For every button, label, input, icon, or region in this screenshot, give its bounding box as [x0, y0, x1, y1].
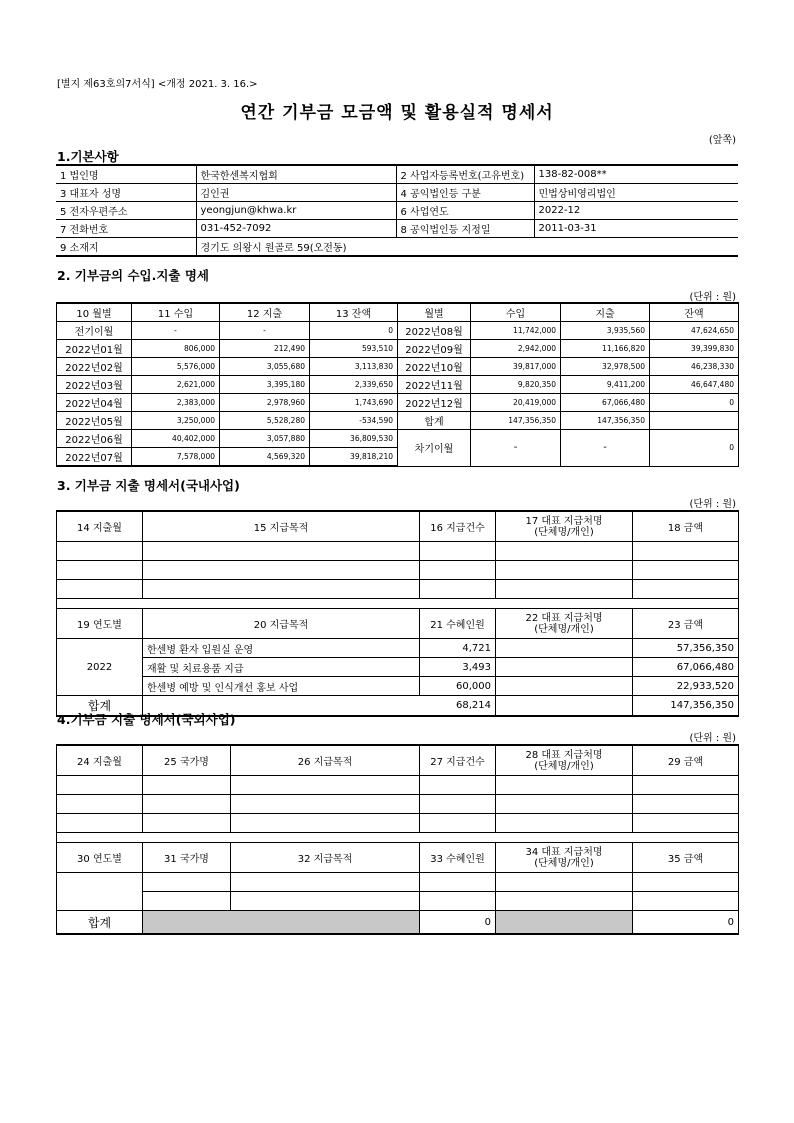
amount: 3,055,680 — [220, 358, 310, 376]
amount: 47,624,650 — [650, 322, 739, 340]
overseas-table — [56, 744, 739, 935]
field-value: yeongjun@khwa.kr — [196, 202, 396, 220]
amount: 5,528,280 — [220, 412, 310, 430]
table-cell — [496, 814, 633, 833]
spacer-row — [57, 833, 739, 843]
purpose: 한센병 환자 입원실 운영 — [143, 639, 420, 658]
month-label: 2022년07월 — [57, 448, 132, 467]
amount: 2,383,000 — [132, 394, 220, 412]
amount: -534,590 — [310, 412, 398, 430]
empty-row — [57, 814, 739, 833]
income-table — [56, 302, 739, 467]
month-label: 합계 — [398, 412, 471, 430]
year-label: 2022 — [57, 639, 143, 696]
amount: 2,621,000 — [132, 376, 220, 394]
table-cell — [57, 814, 143, 833]
total-count: 68,214 — [143, 696, 496, 717]
amount: 67,066,480 — [561, 394, 650, 412]
unit-label: (단위 : 원) — [689, 499, 736, 510]
amount: 9,820,350 — [471, 376, 561, 394]
field-label: 4 공익법인등 구분 — [396, 184, 534, 202]
column-header: 33 수혜인원 — [420, 843, 496, 873]
amount: 7,578,000 — [132, 448, 220, 467]
table-cell — [143, 814, 231, 833]
table-cell — [57, 833, 739, 843]
front-label: (앞쪽) — [708, 135, 736, 146]
table-cell — [57, 776, 143, 795]
page-title: 연간 기부금 모금액 및 활용실적 명세서 — [240, 103, 554, 123]
income-row — [57, 340, 739, 358]
amount: 0 — [310, 322, 398, 340]
amount: 3,395,180 — [220, 376, 310, 394]
column-header: 22 대표 지급처명 (단체명/개인) — [496, 609, 633, 639]
basic-row — [56, 238, 738, 257]
unit-label: (단위 : 원) — [689, 733, 736, 744]
shaded-cell — [496, 911, 633, 935]
column-header: 20 지급목적 — [143, 609, 420, 639]
amount — [650, 412, 739, 430]
table-cell — [57, 795, 143, 814]
amount: 0 — [650, 430, 739, 467]
table-cell — [231, 814, 420, 833]
table-cell — [57, 599, 739, 609]
table-cell — [57, 542, 143, 561]
table-cell — [496, 542, 633, 561]
month-label: 2022년06월 — [57, 430, 132, 448]
column-header: 35 금액 — [633, 843, 739, 873]
column-header: 17 대표 지급처명 (단체명/개인) — [496, 511, 633, 542]
month-label: 2022년03월 — [57, 376, 132, 394]
purpose: 재활 및 치료용품 지급 — [143, 658, 420, 677]
table-cell — [143, 561, 420, 580]
column-header: 26 지급목적 — [231, 745, 420, 776]
amount: 2,942,000 — [471, 340, 561, 358]
table-cell — [57, 561, 143, 580]
column-header: 잔액 — [650, 303, 739, 322]
column-header: 19 연도별 — [57, 609, 143, 639]
field-value: 2011-03-31 — [534, 220, 738, 238]
table-cell — [231, 795, 420, 814]
column-header: 지출 — [561, 303, 650, 322]
section-basic-heading: 1.기본사항 — [57, 149, 119, 164]
column-header: 13 잔액 — [310, 303, 398, 322]
column-header: 29 금액 — [633, 745, 739, 776]
column-header: 24 지출월 — [57, 745, 143, 776]
amount: 3,113,830 — [310, 358, 398, 376]
total-row — [57, 911, 739, 935]
amount: 39,399,830 — [650, 340, 739, 358]
column-header: 25 국가명 — [143, 745, 231, 776]
income-row — [57, 322, 739, 340]
amount: 39,817,000 — [471, 358, 561, 376]
domestic-table — [56, 510, 739, 717]
month-label: 2022년02월 — [57, 358, 132, 376]
domestic-row — [57, 677, 739, 696]
amount: 67,066,480 — [633, 658, 739, 677]
amount: 806,000 — [132, 340, 220, 358]
empty-row — [57, 873, 739, 892]
basic-row — [56, 165, 738, 184]
field-value: 2022-12 — [534, 202, 738, 220]
total-count: 0 — [420, 911, 496, 935]
section-overseas-heading: 4.기부금 지출 명세서(국외사업) — [57, 712, 236, 727]
column-header: 28 대표 지급처명 (단체명/개인) — [496, 745, 633, 776]
month-label: 2022년09월 — [398, 340, 471, 358]
month-label: 전기이월 — [57, 322, 132, 340]
table-cell — [143, 892, 231, 911]
recipient — [496, 677, 633, 696]
month-label: 2022년08월 — [398, 322, 471, 340]
domestic-row — [57, 658, 739, 677]
empty-row — [57, 795, 739, 814]
amount: 4,569,320 — [220, 448, 310, 467]
table-cell — [143, 873, 231, 892]
table-cell — [420, 873, 496, 892]
total-label: 합계 — [57, 696, 143, 717]
income-row — [57, 430, 739, 448]
table-cell — [496, 892, 633, 911]
table-cell — [496, 795, 633, 814]
spacer-row — [57, 599, 739, 609]
field-label: 9 소재지 — [56, 238, 196, 257]
basic-row — [56, 184, 738, 202]
amount: - — [220, 322, 310, 340]
table-cell — [633, 795, 739, 814]
table-cell — [420, 795, 496, 814]
table-cell — [57, 873, 143, 911]
amount: 11,742,000 — [471, 322, 561, 340]
section-income-heading: 2. 기부금의 수입.지출 명세 — [57, 268, 210, 283]
amount: 40,402,000 — [132, 430, 220, 448]
month-label: 2022년04월 — [57, 394, 132, 412]
table-cell — [633, 580, 739, 599]
column-header: 18 금액 — [633, 511, 739, 542]
column-header: 23 금액 — [633, 609, 739, 639]
amount: 147,356,350 — [471, 412, 561, 430]
amount: 0 — [650, 394, 739, 412]
field-value: 한국한센복지협회 — [196, 165, 396, 184]
amount: 212,490 — [220, 340, 310, 358]
column-header: 27 지급건수 — [420, 745, 496, 776]
table-cell — [633, 814, 739, 833]
field-label: 5 전자우편주소 — [56, 202, 196, 220]
basic-info-table — [56, 164, 738, 257]
table-cell — [420, 542, 496, 561]
column-header: 31 국가명 — [143, 843, 231, 873]
table-cell — [496, 873, 633, 892]
month-label: 2022년05월 — [57, 412, 132, 430]
shaded-cell — [143, 911, 420, 935]
field-value: 138-82-008** — [534, 165, 738, 184]
amount: 1,743,690 — [310, 394, 398, 412]
table-cell — [143, 542, 420, 561]
table-cell — [420, 776, 496, 795]
header-row — [57, 745, 739, 776]
amount: 2,339,650 — [310, 376, 398, 394]
domestic-row — [57, 639, 739, 658]
column-header: 14 지출월 — [57, 511, 143, 542]
table-cell — [496, 776, 633, 795]
amount: 57,356,350 — [633, 639, 739, 658]
table-cell — [496, 561, 633, 580]
amount: - — [561, 430, 650, 467]
table-cell — [633, 776, 739, 795]
empty-row — [57, 892, 739, 911]
income-row — [57, 394, 739, 412]
table-cell — [633, 873, 739, 892]
column-header: 월별 — [398, 303, 471, 322]
month-label: 2022년01월 — [57, 340, 132, 358]
month-label: 차기이월 — [398, 430, 471, 467]
field-value: 경기도 의왕시 원골로 59(오전동) — [196, 238, 738, 257]
header-row — [57, 843, 739, 873]
table-cell — [420, 561, 496, 580]
purpose: 한센병 예방 및 인식개선 홍보 사업 — [143, 677, 420, 696]
field-value: 김인권 — [196, 184, 396, 202]
table-cell — [143, 776, 231, 795]
amount: 593,510 — [310, 340, 398, 358]
recipient — [496, 658, 633, 677]
amount: 46,647,480 — [650, 376, 739, 394]
field-value: 민법상비영리법인 — [534, 184, 738, 202]
total-amount: 0 — [633, 911, 739, 935]
amount: 39,818,210 — [310, 448, 398, 467]
field-label: 7 전화번호 — [56, 220, 196, 238]
table-cell — [633, 561, 739, 580]
field-label: 2 사업자등록번호(고유번호) — [396, 165, 534, 184]
table-cell — [420, 814, 496, 833]
amount: 22,933,520 — [633, 677, 739, 696]
column-header: 32 지급목적 — [231, 843, 420, 873]
table-cell — [420, 580, 496, 599]
amount: 3,057,880 — [220, 430, 310, 448]
amount: 147,356,350 — [561, 412, 650, 430]
table-cell — [496, 696, 633, 717]
unit-label: (단위 : 원) — [689, 292, 736, 303]
table-cell — [496, 580, 633, 599]
amount: 46,238,330 — [650, 358, 739, 376]
table-cell — [633, 542, 739, 561]
amount: 9,411,200 — [561, 376, 650, 394]
count: 60,000 — [420, 677, 496, 696]
amount: 11,166,820 — [561, 340, 650, 358]
amount: 3,935,560 — [561, 322, 650, 340]
month-label: 2022년12월 — [398, 394, 471, 412]
empty-row — [57, 542, 739, 561]
basic-row — [56, 220, 738, 238]
column-header: 11 수입 — [132, 303, 220, 322]
amount: - — [471, 430, 561, 467]
table-cell — [231, 776, 420, 795]
table-cell — [420, 892, 496, 911]
column-header: 10 월별 — [57, 303, 132, 322]
field-label: 3 대표자 성명 — [56, 184, 196, 202]
column-header: 12 지출 — [220, 303, 310, 322]
column-header: 16 지급건수 — [420, 511, 496, 542]
amount: 20,419,000 — [471, 394, 561, 412]
income-row — [57, 358, 739, 376]
header-row — [57, 511, 739, 542]
amount: 2,978,960 — [220, 394, 310, 412]
table-cell — [231, 892, 420, 911]
empty-row — [57, 580, 739, 599]
income-row — [57, 412, 739, 430]
amount: - — [132, 322, 220, 340]
section-domestic-heading: 3. 기부금 지출 명세서(국내사업) — [57, 478, 240, 493]
amount: 32,978,500 — [561, 358, 650, 376]
table-cell — [231, 873, 420, 892]
field-label: 1 법인명 — [56, 165, 196, 184]
table-cell — [57, 580, 143, 599]
form-number: [별지 제63호의7서식] <개정 2021. 3. 16.> — [57, 79, 258, 90]
table-cell — [633, 892, 739, 911]
header-row — [57, 609, 739, 639]
column-header: 수입 — [471, 303, 561, 322]
column-header: 30 연도별 — [57, 843, 143, 873]
month-label: 2022년10월 — [398, 358, 471, 376]
amount: 36,809,530 — [310, 430, 398, 448]
field-label: 6 사업연도 — [396, 202, 534, 220]
amount: 3,250,000 — [132, 412, 220, 430]
month-label: 2022년11월 — [398, 376, 471, 394]
table-cell — [143, 580, 420, 599]
total-label: 합계 — [57, 911, 143, 935]
empty-row — [57, 561, 739, 580]
count: 3,493 — [420, 658, 496, 677]
income-row — [57, 376, 739, 394]
total-amount: 147,356,350 — [633, 696, 739, 717]
column-header: 15 지급목적 — [143, 511, 420, 542]
amount: 5,576,000 — [132, 358, 220, 376]
recipient — [496, 639, 633, 658]
basic-row — [56, 202, 738, 220]
column-header: 21 수혜인원 — [420, 609, 496, 639]
column-header: 34 대표 지급처명 (단체명/개인) — [496, 843, 633, 873]
count: 4,721 — [420, 639, 496, 658]
field-label: 8 공익법인등 지정일 — [396, 220, 534, 238]
header-row — [57, 303, 739, 322]
field-value: 031-452-7092 — [196, 220, 396, 238]
table-cell — [143, 795, 231, 814]
empty-row — [57, 776, 739, 795]
